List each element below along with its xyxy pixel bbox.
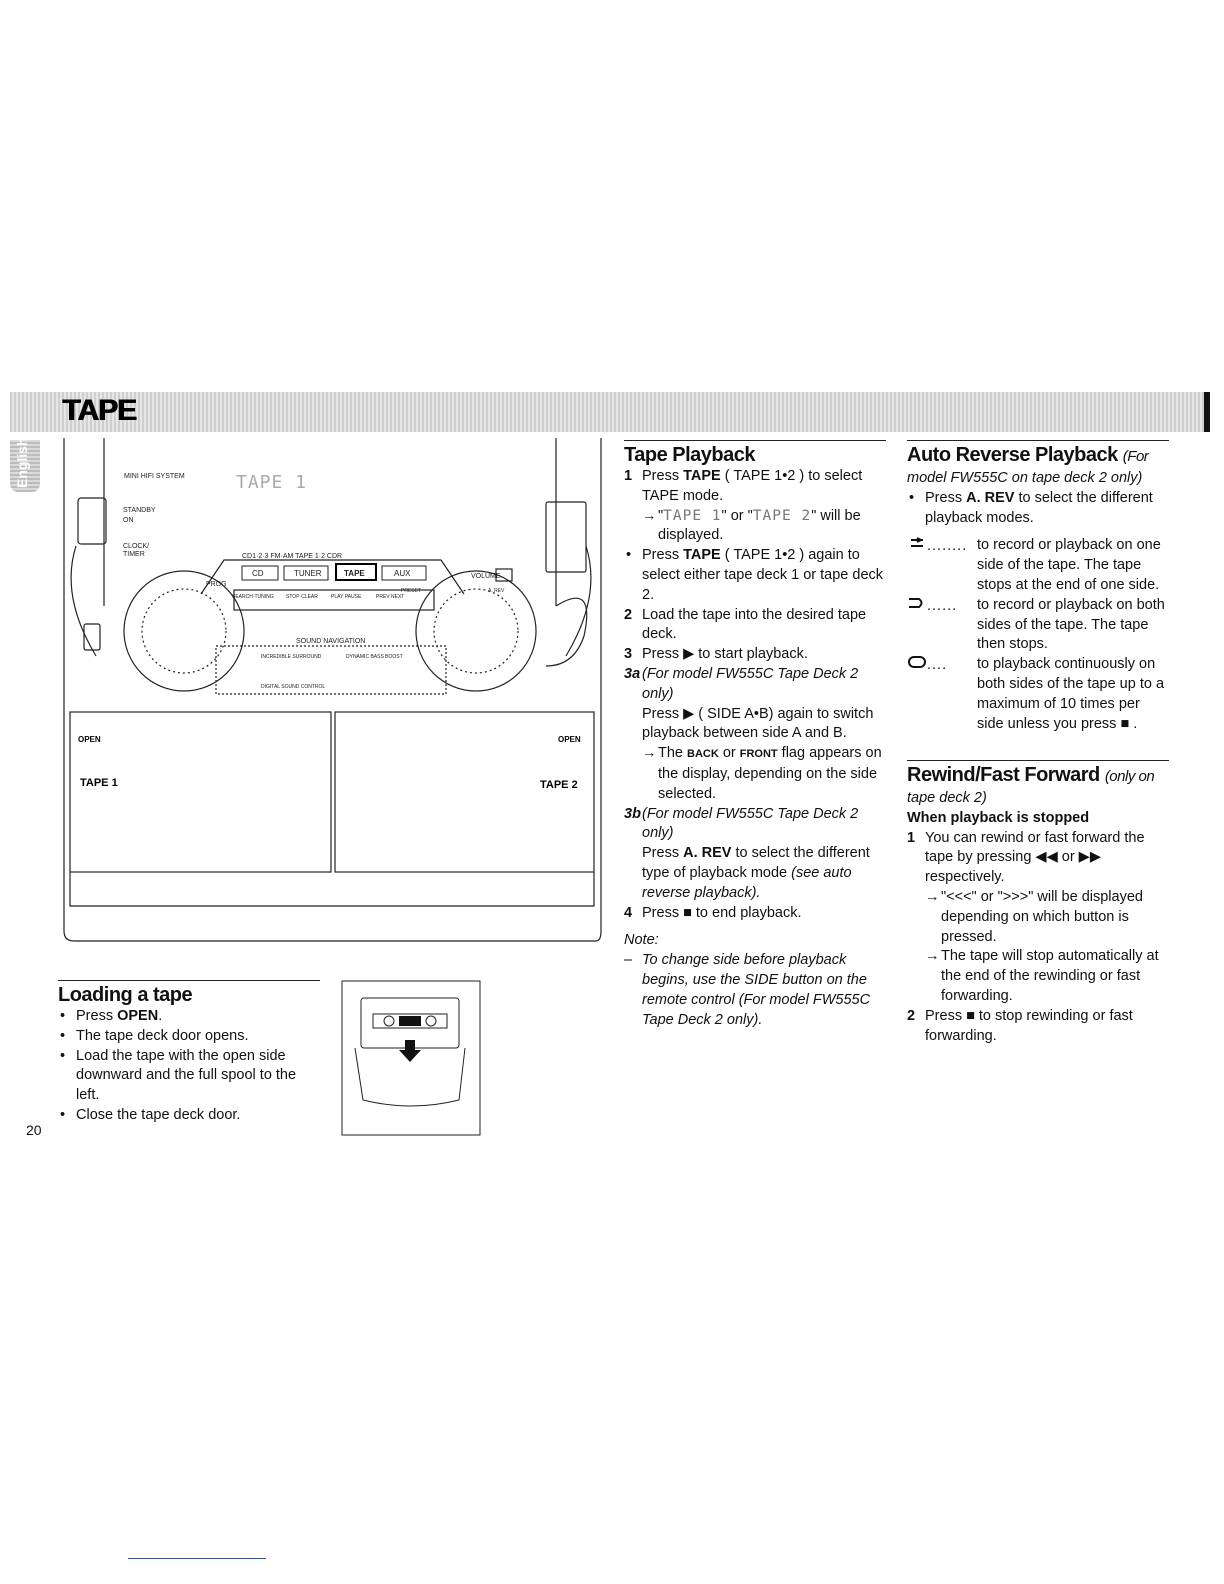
rewind-subtitle: tape deck 2) <box>907 790 987 806</box>
playback-step-3b: 3b (For model FW555C Tape Deck 2 only) <box>624 805 859 842</box>
tuner-button: TUNER <box>294 569 322 578</box>
bottom-rule <box>128 1558 266 1559</box>
play-label: PLAY PAUSE <box>331 594 362 600</box>
playback-section <box>624 440 886 1030</box>
playback-bullet: • Press TAPE ( TAPE 1•2 ) again to select either tape deck 1 or tape deck 2. <box>624 546 886 605</box>
device-illustration <box>56 436 606 948</box>
playback-step-3a-text: Press ▶ ( SIDE A•B) again to switch playback between side A and B. <box>642 705 874 742</box>
language-tab <box>10 437 40 492</box>
playback-step-4: 4 Press ■ to end playback. <box>624 904 802 921</box>
tape1-label: TAPE 1 <box>80 777 118 789</box>
auto-reverse-subtitle: model FW555C on tape deck 2 only) <box>907 470 1143 486</box>
sources-label: CD1·2·3 FM·AM TAPE 1·2 CDR <box>242 553 343 560</box>
aux-button: AUX <box>394 569 411 578</box>
bass-label: DYNAMIC BASS BOOST <box>346 654 403 660</box>
auto-reverse-section <box>907 440 1169 734</box>
cd-button: CD <box>252 569 264 578</box>
rewind-step-2: 2 Press ■ to stop rewinding or fast forwarding. <box>907 1007 1133 1044</box>
playback-step-1: 1 Press TAPE ( TAPE 1•2 ) to select TAPE mode. <box>624 468 863 504</box>
playback-title: Tape Playback <box>624 444 755 466</box>
note-label: Note: <box>624 932 659 949</box>
volume-label: VOLUME <box>471 573 501 580</box>
playback-step-2: 2 Load the tape into the desired tape deck. <box>624 606 867 643</box>
tape-button: TAPE <box>344 569 365 578</box>
auto-reverse-bullet: • Press A. REV to select the different playback modes. <box>907 489 1169 529</box>
language-label: English <box>14 437 30 488</box>
stopped-heading: When playback is stopped <box>907 809 1090 826</box>
on-label: ON <box>123 517 134 524</box>
prog-label: PROG <box>206 581 227 588</box>
tape2-label: TAPE 2 <box>540 779 578 791</box>
standby-label: STANDBY <box>123 507 156 514</box>
loading-step: • Press OPEN. <box>58 1007 320 1027</box>
brand-label: MINI HIFI SYSTEM <box>124 473 185 480</box>
preset-label: PRESET <box>401 588 422 594</box>
loading-step: • The tape deck door opens. <box>58 1027 320 1047</box>
page-number: 20 <box>26 1122 42 1138</box>
auto-reverse-title: Auto Reverse Playback (For <box>907 444 1149 466</box>
rewind-section <box>907 760 1169 1046</box>
section-banner <box>10 392 1210 432</box>
playback-step-3a: 3a (For model FW555C Tape Deck 2 only) <box>624 665 859 702</box>
mode-continuous: .... to playback continuously on both sides of the tape up to a maximum of 10 times per side unless you press ■ . <box>907 655 1169 734</box>
clock-label-2: TIMER <box>123 551 145 558</box>
open-right-label: OPEN <box>558 735 581 744</box>
a-rev-label: A. REV <box>488 588 505 594</box>
dsc-label: DIGITAL SOUND CONTROL <box>261 684 326 690</box>
loading-step: • Load the tape with the open side downward and the full spool to the left. <box>58 1047 320 1106</box>
playback-step-3a-result: → The BACK or FRONT flag appears on the display, depending on the side selected. <box>642 745 882 802</box>
stop-label: STOP·CLEAR <box>286 594 318 600</box>
note-text: – To change side before playback begins, use the SIDE button on the remote control (For model FW555C Tape Deck 2 only). <box>624 952 871 1028</box>
section-title: TAPE <box>62 394 136 427</box>
loop-icon: .... <box>907 655 947 676</box>
sound-nav-label: SOUND NAVIGATION <box>296 638 366 645</box>
prev-next-label: PREV NEXT <box>376 594 405 600</box>
rewind-title: Rewind/Fast Forward (only on <box>907 764 1155 786</box>
one-way-icon: ........ <box>907 536 967 557</box>
clock-label-1: CLOCK/ <box>123 543 150 550</box>
playback-step-1-result: → "TAPE 1" or "TAPE 2" will be displayed. <box>642 507 861 544</box>
rewind-result-2: → The tape will stop automatically at the end of the rewinding or fast forwarding. <box>925 948 1159 1004</box>
display-readout: TAPE 1 <box>236 472 308 493</box>
mode-both-sides: ...... to record or playback on both sides of the tape. The tape then stops. <box>907 596 1169 655</box>
playback-step-3b-text: Press A. REV to select the different type of playback mode (see auto reverse playback). <box>642 845 870 901</box>
reverse-icon: ...... <box>907 596 957 617</box>
search-label: SEARCH·TUNING <box>232 594 274 600</box>
cassette-illustration <box>341 980 481 1136</box>
loading-section <box>58 980 320 1126</box>
loading-step: • Close the tape deck door. <box>58 1106 320 1126</box>
open-left-label: OPEN <box>78 735 101 744</box>
rewind-result-1: → "<<<" or ">>>" will be displayed depending on which button is pressed. <box>925 888 1143 945</box>
mode-one-side: ........ to record or playback on one side of the tape. The tape stops at the end of one side. <box>907 536 1169 595</box>
rewind-step-1: 1 You can rewind or fast forward the tape by pressing ◀◀ or ▶▶ respectively. <box>907 829 1145 886</box>
loading-title: Loading a tape <box>58 984 193 1006</box>
surround-label: INCREDIBLE SURROUND <box>261 654 322 660</box>
playback-step-3: 3 Press ▶ to start playback. <box>624 646 808 663</box>
